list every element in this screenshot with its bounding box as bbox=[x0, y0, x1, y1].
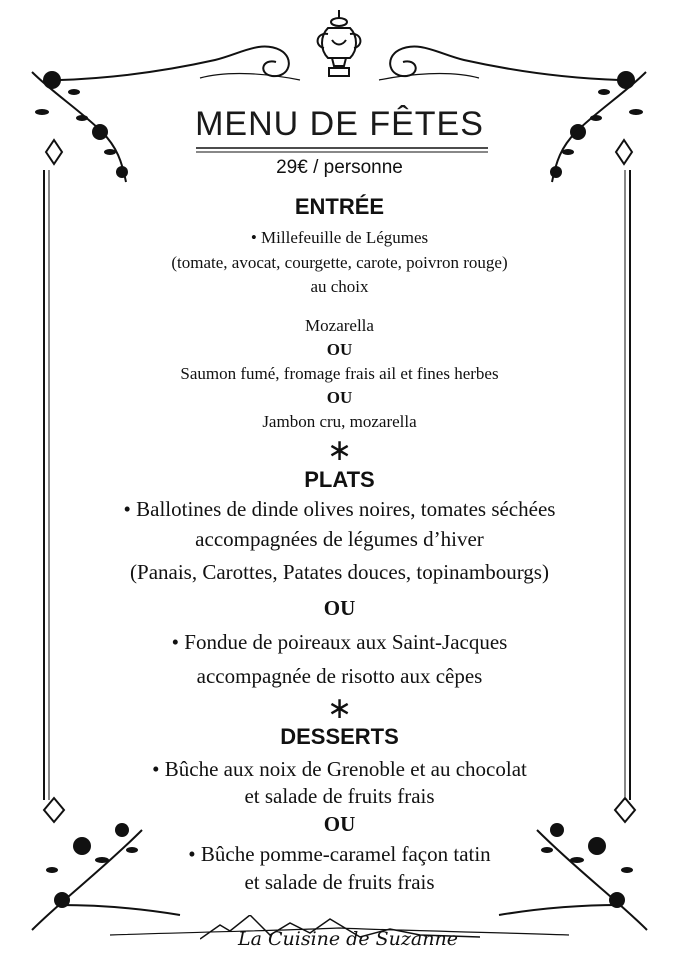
menu-line: • Ballotines de dinde olives noires, tomates séchées bbox=[123, 497, 556, 521]
menu-line: (Panais, Carottes, Patates douces, topinambourgs) bbox=[130, 560, 549, 584]
menu-line: Jambon cru, mozarella bbox=[262, 412, 417, 431]
or-separator: OU bbox=[326, 340, 353, 359]
menu-line: (tomate, avocat, courgette, carote, poivron rouge) bbox=[171, 253, 508, 272]
asterisk-divider-icon: ∗ bbox=[326, 433, 353, 468]
urn-icon bbox=[306, 6, 372, 86]
price-per-person: 29€ / personne bbox=[276, 157, 403, 178]
menu-title: MENU DE FÊTES bbox=[195, 105, 484, 143]
menu-line: au choix bbox=[310, 277, 369, 296]
or-separator: OU bbox=[326, 388, 353, 407]
menu-line: et salade de fruits frais bbox=[244, 784, 435, 808]
menu-line: et salade de fruits frais bbox=[244, 870, 435, 894]
or-separator: OU bbox=[323, 812, 356, 836]
menu-line: • Millefeuille de Légumes bbox=[250, 228, 429, 247]
section-heading-desserts: DESSERTS bbox=[280, 724, 399, 749]
restaurant-name: La Cuisine de Suzanne bbox=[238, 928, 458, 950]
menu-line: Saumon fumé, fromage frais ail et fines herbes bbox=[180, 364, 499, 383]
section-heading-entree: ENTRÉE bbox=[294, 194, 385, 219]
asterisk-divider-icon: ∗ bbox=[326, 691, 353, 726]
menu-line: accompagnées de légumes d’hiver bbox=[195, 527, 484, 551]
menu-line: • Fondue de poireaux aux Saint-Jacques bbox=[171, 630, 508, 654]
menu-line: accompagnée de risotto aux cêpes bbox=[196, 664, 483, 688]
menu-line: • Bûche aux noix de Grenoble et au chocolat bbox=[152, 757, 527, 781]
menu-line: • Bûche pomme-caramel façon tatin bbox=[188, 842, 491, 866]
menu-line: Mozarella bbox=[305, 316, 374, 335]
section-heading-plats: PLATS bbox=[304, 467, 375, 492]
title-rule bbox=[196, 146, 488, 154]
or-separator: OU bbox=[323, 596, 356, 620]
